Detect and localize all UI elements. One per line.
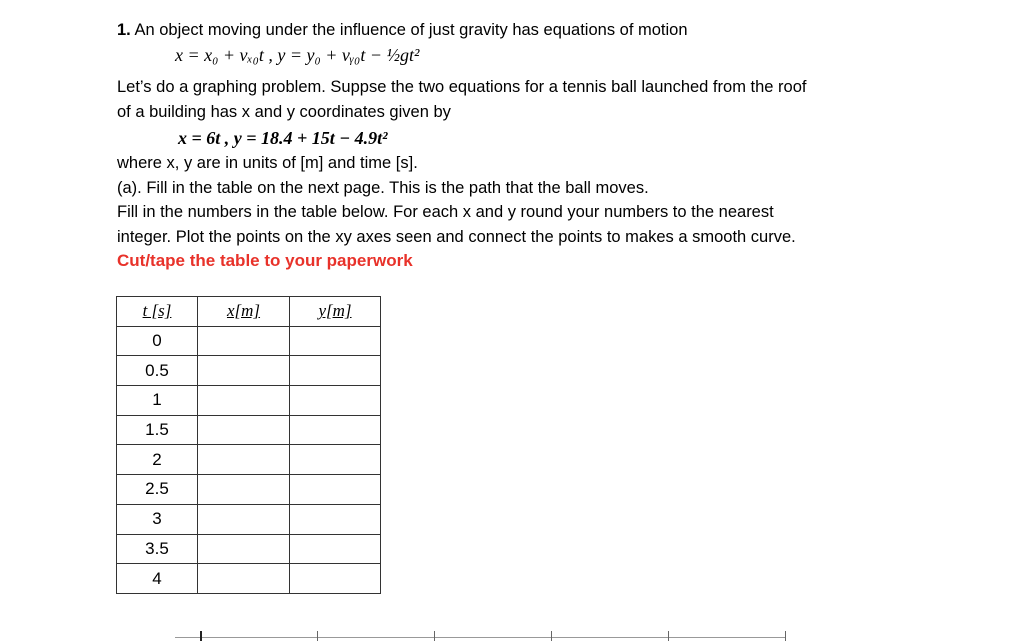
table-row <box>117 356 381 386</box>
table-row <box>117 534 381 564</box>
y-cell <box>290 326 381 356</box>
table-row <box>117 504 381 534</box>
setup-line-1: Let’s do a graphing problem. Suppse the two equations for a tennis ball launched from the roof <box>117 78 807 96</box>
instruction-line-1: Fill in the numbers in the table below. For each x and y round your numbers to the nearest <box>117 203 774 221</box>
setup-line-2: of a building has x and y coordinates given by <box>117 103 451 121</box>
y-cell <box>290 475 381 505</box>
t-cell: 0 <box>117 326 198 356</box>
t-cell: 2.5 <box>117 475 198 505</box>
table-row <box>117 326 381 356</box>
x-cell <box>198 534 290 564</box>
axis-tick <box>551 631 552 641</box>
t-cell: 0.5 <box>117 356 198 386</box>
instruction-line-2: integer. Plot the points on the xy axes seen and connect the points to makes a smooth curve. <box>117 228 796 246</box>
header-t: t [s] <box>142 301 172 321</box>
t-cell: 3 <box>117 504 198 534</box>
y-cell <box>290 445 381 475</box>
x-cell <box>198 564 290 594</box>
data-table <box>116 296 381 594</box>
axis-line <box>175 637 785 638</box>
x-cell <box>198 445 290 475</box>
x-cell <box>198 356 290 386</box>
axis-tick <box>434 631 435 641</box>
x-cell <box>198 386 290 416</box>
x-cell <box>198 504 290 534</box>
problem-intro <box>117 19 688 41</box>
x-cell <box>198 326 290 356</box>
y-cell <box>290 356 381 386</box>
header-x: x[m] <box>226 301 261 321</box>
axis-tick <box>200 631 202 641</box>
table-row <box>117 475 381 505</box>
units-line: where x, y are in units of [m] and time [s]. <box>117 154 418 172</box>
problem-number: 1. <box>117 21 131 39</box>
x-cell <box>198 415 290 445</box>
header-y: y[m] <box>318 301 352 321</box>
table-row <box>117 445 381 475</box>
axis-tick <box>785 631 786 641</box>
t-cell: 3.5 <box>117 534 198 564</box>
table-row <box>117 415 381 445</box>
y-cell <box>290 534 381 564</box>
table-row <box>117 386 381 416</box>
cut-tape-note: Cut/tape the table to your paperwork <box>117 251 413 270</box>
general-equation: x = x₀ + vₓ₀t , y = y₀ + vᵧ₀t − ½gt² <box>175 45 420 65</box>
axis-tick <box>317 631 318 641</box>
table-row <box>117 564 381 594</box>
y-cell <box>290 386 381 416</box>
t-cell: 4 <box>117 564 198 594</box>
t-cell: 2 <box>117 445 198 475</box>
y-cell <box>290 415 381 445</box>
t-cell: 1 <box>117 386 198 416</box>
y-cell <box>290 504 381 534</box>
part-a-line: (a). Fill in the table on the next page. This is the path that the ball moves. <box>117 179 649 197</box>
graph-axis-partial <box>175 630 995 641</box>
y-cell <box>290 564 381 594</box>
specific-equation: x = 6t , y = 18.4 + 15t − 4.9t² <box>178 128 388 148</box>
x-cell <box>198 475 290 505</box>
table-header-row <box>117 297 381 327</box>
intro-text: An object moving under the influence of just gravity has equations of motion <box>134 21 688 39</box>
t-cell: 1.5 <box>117 415 198 445</box>
axis-tick <box>668 631 669 641</box>
